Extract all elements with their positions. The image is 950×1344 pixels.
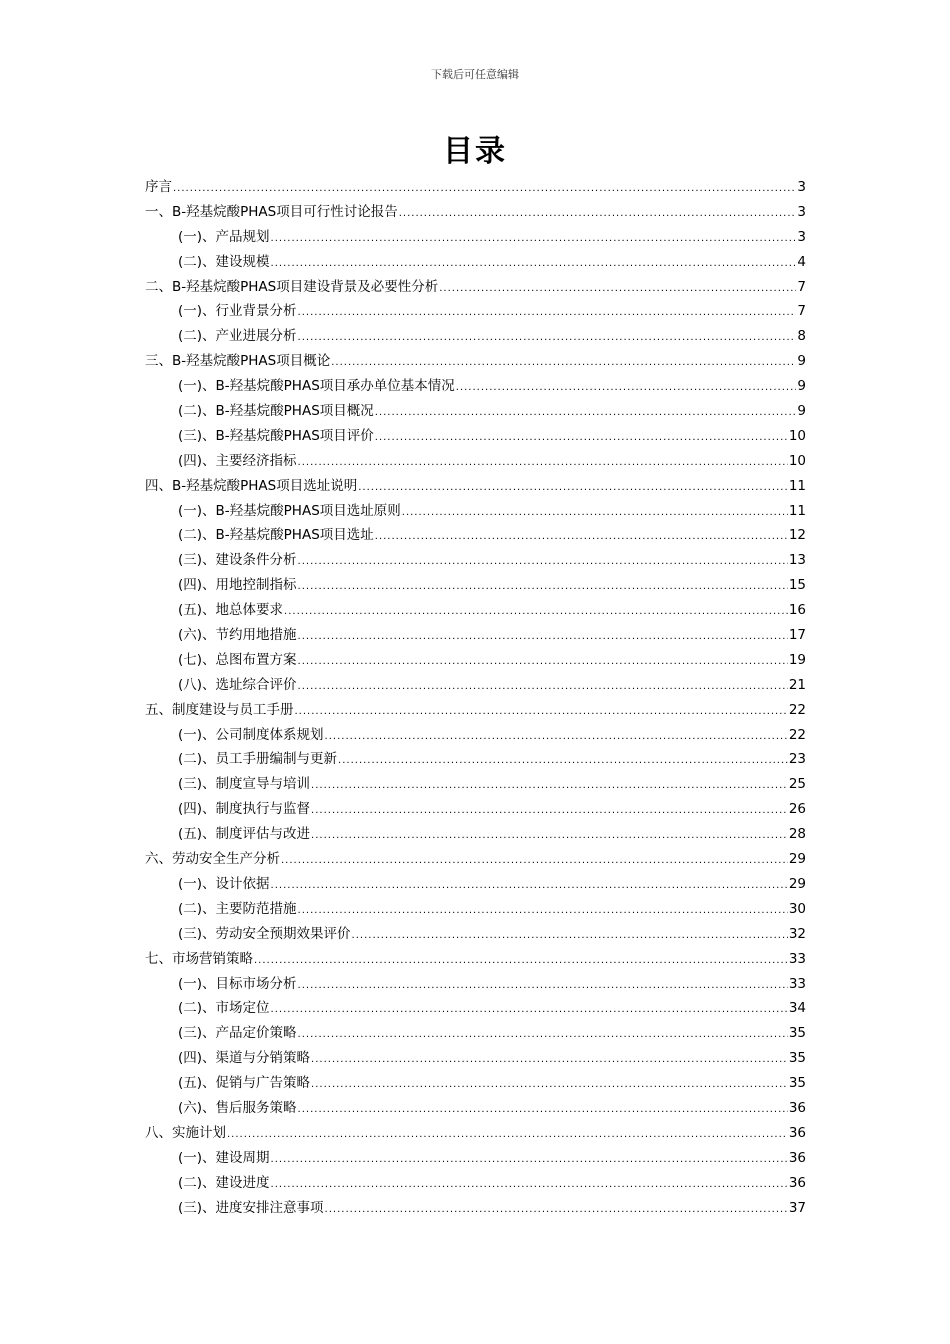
toc-entry-page-number: 7: [797, 278, 806, 295]
toc-dot-leader: [271, 1148, 788, 1173]
toc-entry-label: (一)、行业背景分析: [178, 303, 297, 320]
toc-entry-page-number: 4: [797, 253, 806, 270]
toc-entry[interactable]: [145, 399, 806, 424]
toc-title: 目录: [443, 134, 507, 169]
toc-entry-page-number: 36: [788, 1099, 806, 1116]
toc-dot-leader: [298, 1023, 788, 1048]
toc-dot-leader: [399, 202, 797, 227]
toc-dot-leader: [311, 1048, 788, 1073]
toc-dot-leader: [358, 476, 788, 501]
toc-entry[interactable]: [145, 922, 806, 947]
toc-entry-label: (六)、节约用地措施: [178, 627, 297, 644]
toc-dot-leader: [298, 974, 788, 999]
toc-entry-label: (八)、选址综合评价: [178, 676, 297, 693]
toc-entry-page-number: 12: [788, 527, 806, 544]
toc-entry-label: 二、B-羟基烷酸PHAS项目建设背景及必要性分析: [145, 278, 439, 295]
toc-entry-label: (二)、产业进展分析: [178, 328, 297, 345]
toc-entry[interactable]: [145, 250, 806, 275]
toc-dot-leader: [227, 1123, 788, 1148]
toc-entry-label: 一、B-羟基烷酸PHAS项目可行性讨论报告: [145, 203, 398, 220]
toc-entry-label: (二)、建设进度: [178, 1174, 270, 1191]
toc-entry-page-number: 36: [788, 1149, 806, 1166]
toc-entry[interactable]: [145, 1096, 806, 1121]
toc-entry-label: (二)、员工手册编制与更新: [178, 751, 338, 768]
toc-entry[interactable]: [145, 972, 806, 997]
toc-entry-page-number: 19: [788, 651, 806, 668]
toc-dot-leader: [311, 824, 788, 849]
toc-entry-label: (一)、目标市场分析: [178, 975, 297, 992]
toc-entry[interactable]: [145, 723, 806, 748]
toc-entry-label: (五)、制度评估与改进: [178, 826, 311, 843]
toc-entry-page-number: 7: [797, 303, 806, 320]
toc-entry-label: 四、B-羟基烷酸PHAS项目选址说明: [145, 477, 358, 494]
toc-dot-leader: [298, 301, 797, 326]
toc-dot-leader: [311, 774, 788, 799]
toc-entry-page-number: 29: [788, 875, 806, 892]
toc-dot-leader: [298, 550, 788, 575]
toc-dot-leader: [311, 1073, 788, 1098]
toc-entry-page-number: 10: [788, 452, 806, 469]
toc-dot-leader: [456, 376, 797, 401]
toc-entry[interactable]: [145, 1146, 806, 1171]
toc-entry[interactable]: [145, 324, 806, 349]
toc-entry[interactable]: [145, 996, 806, 1021]
toc-entry[interactable]: [145, 1071, 806, 1096]
toc-dot-leader: [375, 426, 788, 451]
toc-entry-label: (三)、进度安排注意事项: [178, 1199, 324, 1216]
toc-entry[interactable]: [145, 1021, 806, 1046]
toc-entry[interactable]: [145, 872, 806, 897]
toc-dot-leader: [375, 525, 788, 550]
toc-entry-page-number: 22: [788, 726, 806, 743]
toc-entry-page-number: 25: [788, 776, 806, 793]
toc-entry-label: (五)、促销与广告策略: [178, 1075, 311, 1092]
toc-entry-label: 三、B-羟基烷酸PHAS项目概论: [145, 353, 331, 370]
toc-entry[interactable]: [145, 374, 806, 399]
toc-dot-leader: [298, 326, 797, 351]
toc-entry[interactable]: [145, 1046, 806, 1071]
toc-entry-label: (一)、建设周期: [178, 1149, 270, 1166]
toc-entry-page-number: 26: [788, 801, 806, 818]
toc-entry-page-number: 35: [788, 1075, 806, 1092]
toc-entry-page-number: 8: [797, 328, 806, 345]
toc-entry-label: 序言: [145, 179, 172, 195]
toc-entry-label: (一)、B-羟基烷酸PHAS项目选址原则: [178, 502, 401, 519]
toc-entry[interactable]: [145, 897, 806, 922]
toc-dot-leader: [271, 227, 797, 252]
toc-entry-page-number: 9: [797, 403, 806, 420]
toc-entry[interactable]: [145, 822, 806, 847]
toc-dot-leader: [439, 277, 796, 302]
toc-entry-page-number: 28: [788, 826, 806, 843]
toc-dot-leader: [325, 1198, 788, 1223]
toc-dot-leader: [298, 1098, 788, 1123]
header-note: 下载后可任意编辑: [431, 68, 519, 81]
toc-entry[interactable]: [145, 449, 806, 474]
toc-entry[interactable]: [145, 175, 806, 200]
toc-entry-label: (三)、劳动安全预期效果评价: [178, 925, 351, 942]
toc-dot-leader: [338, 749, 788, 774]
toc-dot-leader: [271, 1173, 788, 1198]
toc-entry[interactable]: [145, 673, 806, 698]
toc-entry-page-number: 15: [788, 577, 806, 594]
toc-entry-page-number: 29: [788, 851, 806, 868]
toc-entry-label: (四)、主要经济指标: [178, 452, 297, 469]
toc-entry-page-number: 23: [788, 751, 806, 768]
toc-entry-label: (一)、B-羟基烷酸PHAS项目承办单位基本情况: [178, 378, 455, 395]
toc-entry-page-number: 11: [788, 477, 806, 494]
toc-entry[interactable]: [145, 698, 806, 723]
toc-entry-page-number: 17: [788, 627, 806, 644]
toc-dot-leader: [271, 998, 788, 1023]
toc-dot-leader: [284, 600, 788, 625]
toc-entry-page-number: 3: [797, 179, 806, 195]
toc-entry[interactable]: [145, 1196, 806, 1221]
toc-dot-leader: [375, 401, 797, 426]
toc-entry-label: (七)、总图布置方案: [178, 651, 297, 668]
toc-entry-label: (四)、渠道与分销策略: [178, 1050, 311, 1067]
toc-entry-label: (五)、地总体要求: [178, 602, 284, 619]
toc-dot-leader: [331, 351, 796, 376]
toc-dot-leader: [311, 799, 788, 824]
toc-entry-page-number: 35: [788, 1025, 806, 1042]
toc-entry-page-number: 11: [788, 502, 806, 519]
toc-entry[interactable]: [145, 499, 806, 524]
toc-entry[interactable]: [145, 573, 806, 598]
toc-entry-page-number: 33: [788, 950, 806, 967]
toc-entry[interactable]: [145, 548, 806, 573]
toc-entry-label: (二)、主要防范措施: [178, 900, 297, 917]
toc-entry-page-number: 22: [788, 701, 806, 718]
toc-dot-leader: [352, 924, 788, 949]
toc-entry[interactable]: [145, 847, 806, 872]
toc-entry[interactable]: [145, 523, 806, 548]
toc-entry-label: (六)、售后服务策略: [178, 1099, 297, 1116]
toc-entry-label: (一)、产品规划: [178, 228, 270, 245]
toc-entry-page-number: 21: [788, 676, 806, 693]
table-of-contents: [145, 175, 806, 1220]
toc-dot-leader: [298, 451, 788, 476]
toc-entry-label: (二)、B-羟基烷酸PHAS项目概况: [178, 403, 374, 420]
toc-entry[interactable]: [145, 947, 806, 972]
toc-entry[interactable]: [145, 474, 806, 499]
toc-dot-leader: [298, 625, 788, 650]
toc-entry-label: 六、劳动安全生产分析: [145, 851, 280, 868]
toc-dot-leader: [402, 501, 788, 526]
toc-entry-label: (二)、建设规模: [178, 253, 270, 270]
toc-entry-page-number: 34: [788, 1000, 806, 1017]
toc-dot-leader: [298, 650, 788, 675]
toc-dot-leader: [254, 949, 788, 974]
toc-entry[interactable]: [145, 225, 806, 250]
toc-entry-page-number: 16: [788, 602, 806, 619]
toc-entry-page-number: 9: [797, 378, 806, 395]
toc-dot-leader: [298, 575, 788, 600]
toc-entry-label: (四)、用地控制指标: [178, 577, 297, 594]
toc-entry[interactable]: [145, 349, 806, 374]
toc-dot-leader: [325, 725, 788, 750]
toc-entry-label: 七、市场营销策略: [145, 950, 253, 967]
toc-dot-leader: [281, 849, 788, 874]
toc-entry-label: (二)、B-羟基烷酸PHAS项目选址: [178, 527, 374, 544]
toc-entry[interactable]: [145, 200, 806, 225]
toc-dot-leader: [271, 874, 788, 899]
toc-entry-page-number: 37: [788, 1199, 806, 1216]
toc-entry-page-number: 32: [788, 925, 806, 942]
toc-dot-leader: [298, 899, 788, 924]
toc-entry-label: 五、制度建设与员工手册: [145, 701, 294, 718]
toc-entry-label: (一)、公司制度体系规划: [178, 726, 324, 743]
toc-entry-page-number: 9: [797, 353, 806, 370]
toc-dot-leader: [173, 177, 796, 202]
toc-entry-page-number: 10: [788, 427, 806, 444]
toc-entry-label: (二)、市场定位: [178, 1000, 270, 1017]
toc-dot-leader: [295, 700, 788, 725]
toc-entry-page-number: 13: [788, 552, 806, 569]
toc-entry-page-number: 36: [788, 1174, 806, 1191]
toc-entry-page-number: 3: [797, 228, 806, 245]
toc-entry[interactable]: [145, 1121, 806, 1146]
toc-entry-label: (一)、设计依据: [178, 875, 270, 892]
toc-entry-page-number: 36: [788, 1124, 806, 1141]
toc-entry[interactable]: [145, 747, 806, 772]
toc-entry-label: (三)、产品定价策略: [178, 1025, 297, 1042]
toc-entry-page-number: 35: [788, 1050, 806, 1067]
toc-entry[interactable]: [145, 797, 806, 822]
toc-entry-page-number: 3: [797, 203, 806, 220]
toc-entry[interactable]: [145, 1171, 806, 1196]
toc-entry[interactable]: [145, 424, 806, 449]
toc-entry-label: (三)、制度宣导与培训: [178, 776, 311, 793]
toc-entry[interactable]: [145, 623, 806, 648]
toc-entry[interactable]: [145, 275, 806, 300]
toc-dot-leader: [271, 252, 797, 277]
toc-entry-label: (四)、制度执行与监督: [178, 801, 311, 818]
toc-dot-leader: [298, 675, 788, 700]
toc-entry[interactable]: [145, 598, 806, 623]
toc-entry[interactable]: [145, 299, 806, 324]
toc-entry[interactable]: [145, 648, 806, 673]
toc-entry-label: (三)、B-羟基烷酸PHAS项目评价: [178, 427, 374, 444]
toc-entry-label: 八、实施计划: [145, 1124, 226, 1141]
toc-entry-page-number: 30: [788, 900, 806, 917]
toc-entry-label: (三)、建设条件分析: [178, 552, 297, 569]
toc-entry[interactable]: [145, 772, 806, 797]
toc-entry-page-number: 33: [788, 975, 806, 992]
